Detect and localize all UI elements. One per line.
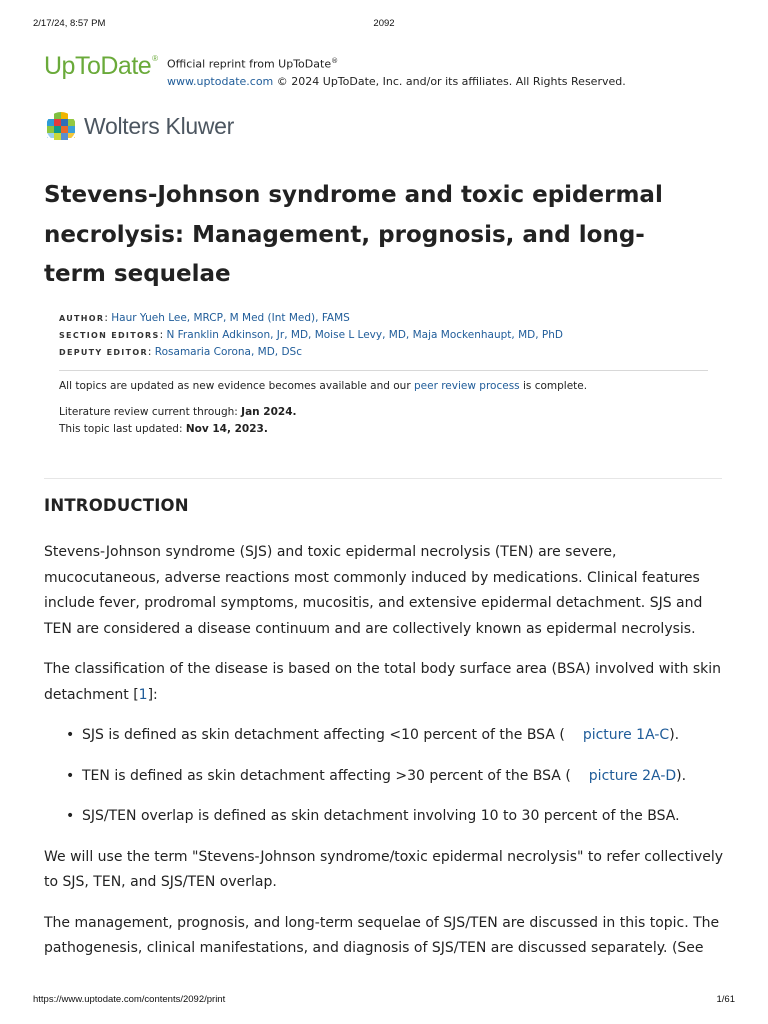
picture-icon bbox=[565, 729, 583, 741]
print-footer bbox=[33, 994, 735, 1008]
picture-link-1[interactable]: picture 1A-C bbox=[582, 727, 670, 743]
list-item-text: SJS is defined as skin detachment affecting <10 percent of the BSA ( bbox=[82, 727, 565, 743]
update-notice-before: All topics are updated as new evidence becomes available and our bbox=[59, 380, 414, 392]
author-link[interactable]: Haur Yueh Lee, MRCP, M Med (Int Med), FAMS bbox=[111, 312, 350, 324]
reprint-notice bbox=[167, 53, 626, 90]
section-editors-link[interactable]: N Franklin Adkinson, Jr, MD, Moise L Levy, MD, Maja Mockenhaupt, MD, PhD bbox=[166, 329, 563, 341]
wolters-kluwer-mosaic-icon bbox=[44, 110, 78, 144]
print-doc-id: 2092 bbox=[373, 18, 395, 29]
reprint-reg: ® bbox=[331, 57, 339, 65]
list-item-sjs bbox=[82, 723, 730, 749]
picture-link-2[interactable]: picture 2A-D bbox=[588, 767, 677, 784]
section-editors-label: SECTION EDITORS bbox=[59, 331, 160, 340]
article-credits bbox=[59, 310, 709, 361]
picture-icon bbox=[571, 770, 589, 782]
list-item-text: SJS/TEN overlap is defined as skin detachment involving 10 to 30 percent of the BSA. bbox=[82, 808, 680, 824]
print-header bbox=[33, 18, 735, 32]
deputy-editor-colon: : bbox=[147, 346, 155, 358]
lit-review-date: Jan 2024 bbox=[241, 406, 293, 418]
section-editors-colon: : bbox=[159, 329, 167, 341]
list-item-text: TEN is defined as skin detachment affecting >30 percent of the BSA ( bbox=[82, 767, 571, 784]
list-item-ten bbox=[82, 764, 730, 790]
print-url: https://www.uptodate.com/contents/2092/print bbox=[33, 994, 226, 1005]
introduction-heading: INTRODUCTION bbox=[44, 496, 189, 515]
reference-link-1[interactable]: 1 bbox=[138, 686, 148, 703]
deputy-editor-label: DEPUTY EDITOR bbox=[59, 348, 148, 357]
list-item-end: ). bbox=[676, 767, 687, 784]
uptodate-logo-reg: ® bbox=[152, 54, 158, 63]
section-editors-row bbox=[59, 327, 709, 344]
uptodate-logo[interactable] bbox=[44, 52, 158, 81]
author-label: AUTHOR bbox=[59, 314, 105, 323]
last-updated-label: This topic last updated: bbox=[59, 423, 186, 435]
uptodate-logo-text: UpToDate bbox=[44, 52, 152, 80]
intro-paragraph-2 bbox=[44, 657, 730, 708]
reprint-line: Official reprint from UpToDate bbox=[167, 57, 332, 71]
classification-list bbox=[44, 723, 730, 830]
last-updated-date: Nov 14, 2023 bbox=[185, 423, 264, 435]
intro-paragraph-1: Stevens-Johnson syndrome (SJS) and toxic epidermal necrolysis (TEN) are severe, mucocutaneous, adverse reactions most commonly induced by medications. Clinical features include fever, prodromal symptoms, mucositis, and extensive epidermal detachment. SJS and TEN are considered a disease continuum and are collectively known as epidermal necrolysis. bbox=[44, 544, 703, 637]
lit-review-row bbox=[59, 404, 709, 421]
intro-paragraph-4: The management, prognosis, and long-term sequelae of SJS/TEN are discussed in this topic. The pathogenesis, clinical manifestations, and diagnosis of SJS/TEN are discussed separately. (See bbox=[44, 914, 720, 956]
intro-paragraph-2-end: ]: bbox=[147, 686, 158, 703]
section-divider bbox=[44, 478, 722, 479]
review-dates bbox=[59, 404, 709, 438]
introduction-body bbox=[44, 540, 730, 977]
deputy-editor-link[interactable]: Rosamaria Corona, MD, DSc bbox=[154, 346, 302, 358]
update-notice-after: is complete. bbox=[519, 380, 588, 392]
credits-divider bbox=[59, 370, 708, 371]
lit-review-label: Literature review current through: bbox=[59, 406, 242, 418]
author-colon: : bbox=[104, 312, 112, 324]
peer-review-link[interactable]: peer review process bbox=[413, 380, 520, 392]
deputy-editor-row bbox=[59, 344, 709, 361]
list-item-overlap bbox=[82, 804, 730, 830]
print-timestamp: 2/17/24, 8:57 PM bbox=[33, 18, 106, 29]
last-updated-row bbox=[59, 421, 709, 438]
last-updated-period: . bbox=[263, 423, 268, 435]
intro-paragraph-3: We will use the term "Stevens-Johnson syndrome/toxic epidermal necrolysis" to refer collectively to SJS, TEN, and SJS/TEN overlap. bbox=[44, 848, 724, 890]
copyright-text: © 2024 UpToDate, Inc. and/or its affiliates. All Rights Reserved. bbox=[273, 74, 626, 88]
list-item-end: ). bbox=[669, 727, 680, 743]
article-title: Stevens-Johnson syndrome and toxic epidermal necrolysis: Management, prognosis, and long-term sequelae bbox=[44, 182, 663, 287]
author-row bbox=[59, 310, 709, 327]
intro-paragraph-2-text: The classification of the disease is based on the total body surface area (BSA) involved with skin detachment [ bbox=[44, 661, 722, 703]
lit-review-period: . bbox=[292, 406, 297, 418]
print-page-number: 1/61 bbox=[716, 994, 735, 1005]
wolters-kluwer-wordmark: Wolters Kluwer bbox=[84, 113, 235, 139]
brand-row bbox=[44, 50, 724, 90]
uptodate-site-link[interactable]: www.uptodate.com bbox=[167, 74, 274, 88]
update-notice bbox=[59, 378, 709, 395]
